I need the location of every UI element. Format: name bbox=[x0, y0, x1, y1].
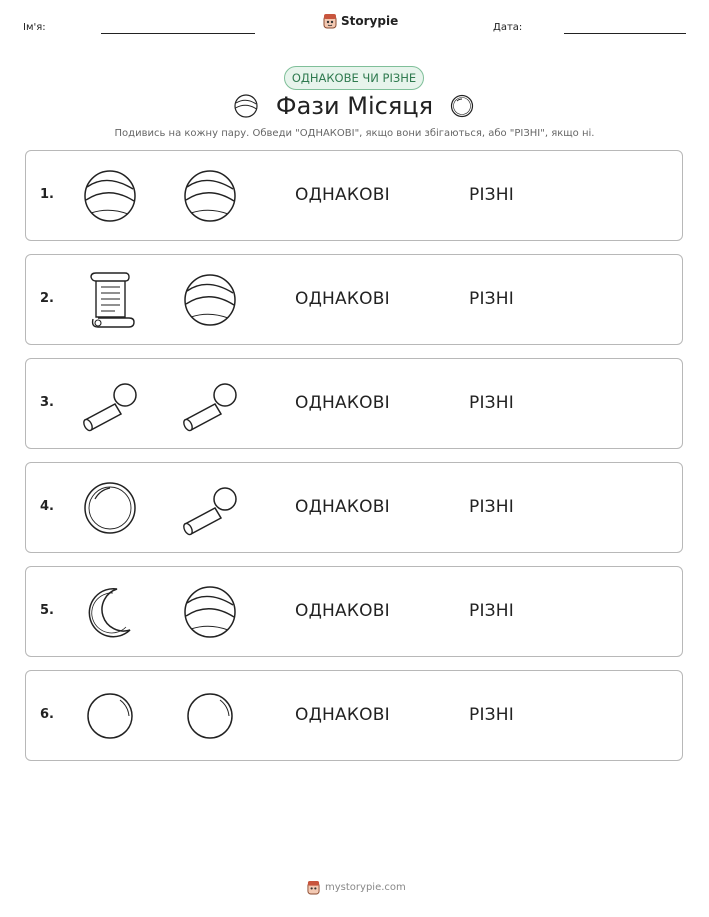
same-option[interactable]: ОДНАКОВІ bbox=[295, 601, 390, 621]
name-label: Ім'я: bbox=[23, 22, 46, 33]
brand-name: Storypie bbox=[341, 14, 399, 28]
different-option[interactable]: РІЗНІ bbox=[469, 601, 514, 621]
pair-row-2 bbox=[25, 254, 683, 345]
row-number: 5. bbox=[40, 603, 54, 618]
scroll-icon bbox=[81, 271, 139, 329]
full-moon-icon bbox=[181, 687, 239, 745]
telescope-icon bbox=[181, 375, 239, 433]
row-number: 4. bbox=[40, 499, 54, 514]
row-number: 6. bbox=[40, 707, 54, 722]
name-field[interactable] bbox=[101, 33, 255, 34]
worksheet-type-badge: ОДНАКОВЕ ЧИ РІЗНЕ bbox=[284, 66, 424, 90]
row-number: 1. bbox=[40, 187, 54, 202]
pair-row-3 bbox=[25, 358, 683, 449]
footer bbox=[307, 880, 406, 895]
footer-url[interactable]: mystorypie.com bbox=[325, 882, 406, 893]
same-option[interactable]: ОДНАКОВІ bbox=[295, 289, 390, 309]
storypie-mascot-icon bbox=[323, 13, 337, 29]
same-option[interactable]: ОДНАКОВІ bbox=[295, 185, 390, 205]
glass-sphere-icon bbox=[81, 479, 139, 537]
pair-row-6 bbox=[25, 670, 683, 761]
row-number: 2. bbox=[40, 291, 54, 306]
different-option[interactable]: РІЗНІ bbox=[469, 497, 514, 517]
beach-ball-icon bbox=[181, 167, 239, 225]
instructions: Подивись на кожну пару. Обведи "ОДНАКОВІ", якщо вони збігаються, або "РІЗНІ", якщо ні. bbox=[114, 128, 595, 139]
storypie-mascot-icon bbox=[307, 880, 320, 895]
full-moon-icon bbox=[81, 687, 139, 745]
date-label: Дата: bbox=[493, 22, 523, 33]
different-option[interactable]: РІЗНІ bbox=[469, 185, 514, 205]
date-field[interactable] bbox=[564, 33, 686, 34]
pair-row-5 bbox=[25, 566, 683, 657]
pair-row-4 bbox=[25, 462, 683, 553]
glass-sphere-icon bbox=[449, 94, 475, 118]
brand-logo bbox=[323, 13, 398, 29]
same-option[interactable]: ОДНАКОВІ bbox=[295, 393, 390, 413]
different-option[interactable]: РІЗНІ bbox=[469, 705, 514, 725]
beach-ball-icon bbox=[81, 167, 139, 225]
beach-ball-icon bbox=[181, 271, 239, 329]
different-option[interactable]: РІЗНІ bbox=[469, 393, 514, 413]
crescent-moon-icon bbox=[81, 583, 139, 641]
row-number: 3. bbox=[40, 395, 54, 410]
page-title: Фази Місяця bbox=[275, 92, 434, 120]
telescope-icon bbox=[181, 479, 239, 537]
telescope-icon bbox=[81, 375, 139, 433]
same-option[interactable]: ОДНАКОВІ bbox=[295, 705, 390, 725]
same-option[interactable]: ОДНАКОВІ bbox=[295, 497, 390, 517]
different-option[interactable]: РІЗНІ bbox=[469, 289, 514, 309]
pair-row-1 bbox=[25, 150, 683, 241]
beach-ball-icon bbox=[181, 583, 239, 641]
